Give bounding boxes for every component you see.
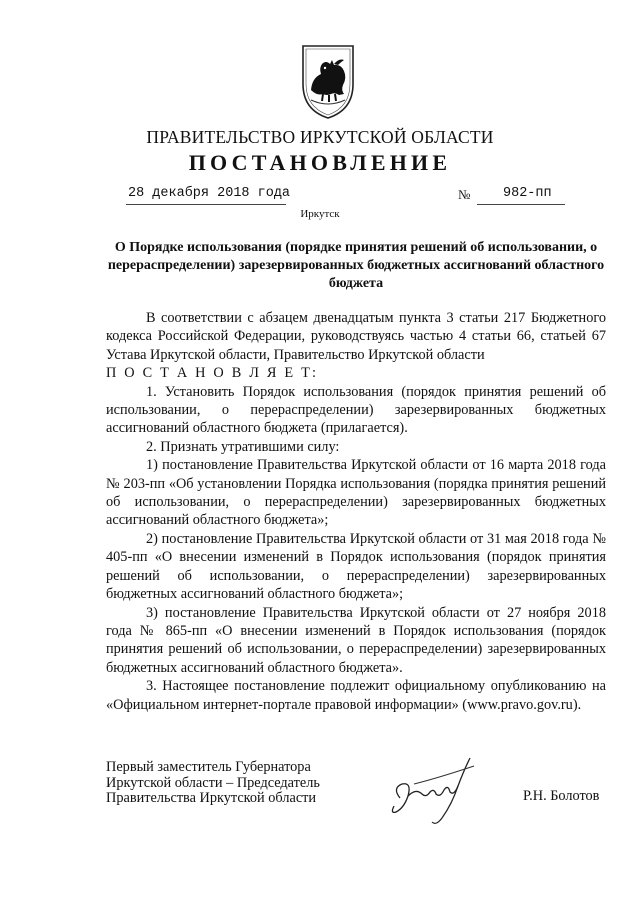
signer-position-line: Иркутской области – Председатель: [106, 774, 320, 791]
signer-position-line: Первый заместитель Губернатора: [106, 759, 311, 775]
body-paragraph: В соответствии с абзацем двенадцатым пункта 3 статьи 217 Бюджетного кодекса Российской Федерации, руководствуясь частью 4 статьи 66, статьей 67 Устава Иркутской области, Правительство Иркутской области: [106, 310, 606, 363]
body-paragraph: 3. Настоящее постановление подлежит официальному опубликованию на «Официальном интернет-портале правовой информации» (www.pravo.gov.ru).: [106, 678, 606, 713]
city-label: Иркутск: [300, 208, 340, 220]
document-type-heading: ПОСТАНОВЛЕНИЕ: [188, 150, 452, 175]
number-sign: №: [458, 187, 471, 202]
document-number: 982-пп: [503, 186, 552, 201]
resolves-heading: П О С Т А Н О В Л Я Е Т:: [106, 365, 319, 382]
body-paragraph: 2) постановление Правительства Иркутской области от 31 мая 2018 года № 405-пп «О внесении изменений в Порядок использования (порядок принятия решений об использовании, о перераспределении) зарезервированных бюджетных ассигнований областного бюджета»;: [106, 530, 606, 603]
document-body: [106, 309, 606, 714]
document-subject: О Порядке использования (порядке принятия решений об использовании, о перераспределении) зарезервированных бюджетных ассигнований областного бюджета: [107, 240, 605, 291]
coat-of-arms-emblem: [297, 38, 359, 120]
signer-position-line: Правительства Иркутской области: [106, 790, 317, 806]
body-paragraph: 1) постановление Правительства Иркутской области от 16 марта 2018 года № 203-пп «Об установлении Порядка использования (порядка принятия решений об использовании, о перераспределении) зарезервированных бюджетных ассигнований областного бюджета»;: [106, 457, 606, 529]
signer-position: [106, 760, 366, 807]
number-underline: [477, 204, 565, 205]
handwritten-signature: [378, 748, 490, 830]
document-date: 28 декабря 2018 года: [128, 186, 291, 201]
body-paragraph: 3) постановление Правительства Иркутской области от 27 ноября 2018 года № 865-пп «О внесении изменений в Порядок использования (порядок принятия решений об использовании, о перераспределении) зарезервированных бюджетных ассигнований областного бюджета».: [106, 604, 606, 676]
date-underline: [126, 204, 286, 205]
body-paragraph: 2. Признать утратившими силу:: [146, 438, 340, 455]
government-title: ПРАВИТЕЛЬСТВО ИРКУТСКОЙ ОБЛАСТИ: [146, 127, 494, 147]
body-paragraph: 1. Установить Порядок использования (порядок принятия решений об использовании, о перераспределении) зарезервированных бюджетных ассигнований областного бюджета (прилагается).: [106, 383, 606, 437]
signer-name: Р.Н. Болотов: [523, 788, 600, 804]
